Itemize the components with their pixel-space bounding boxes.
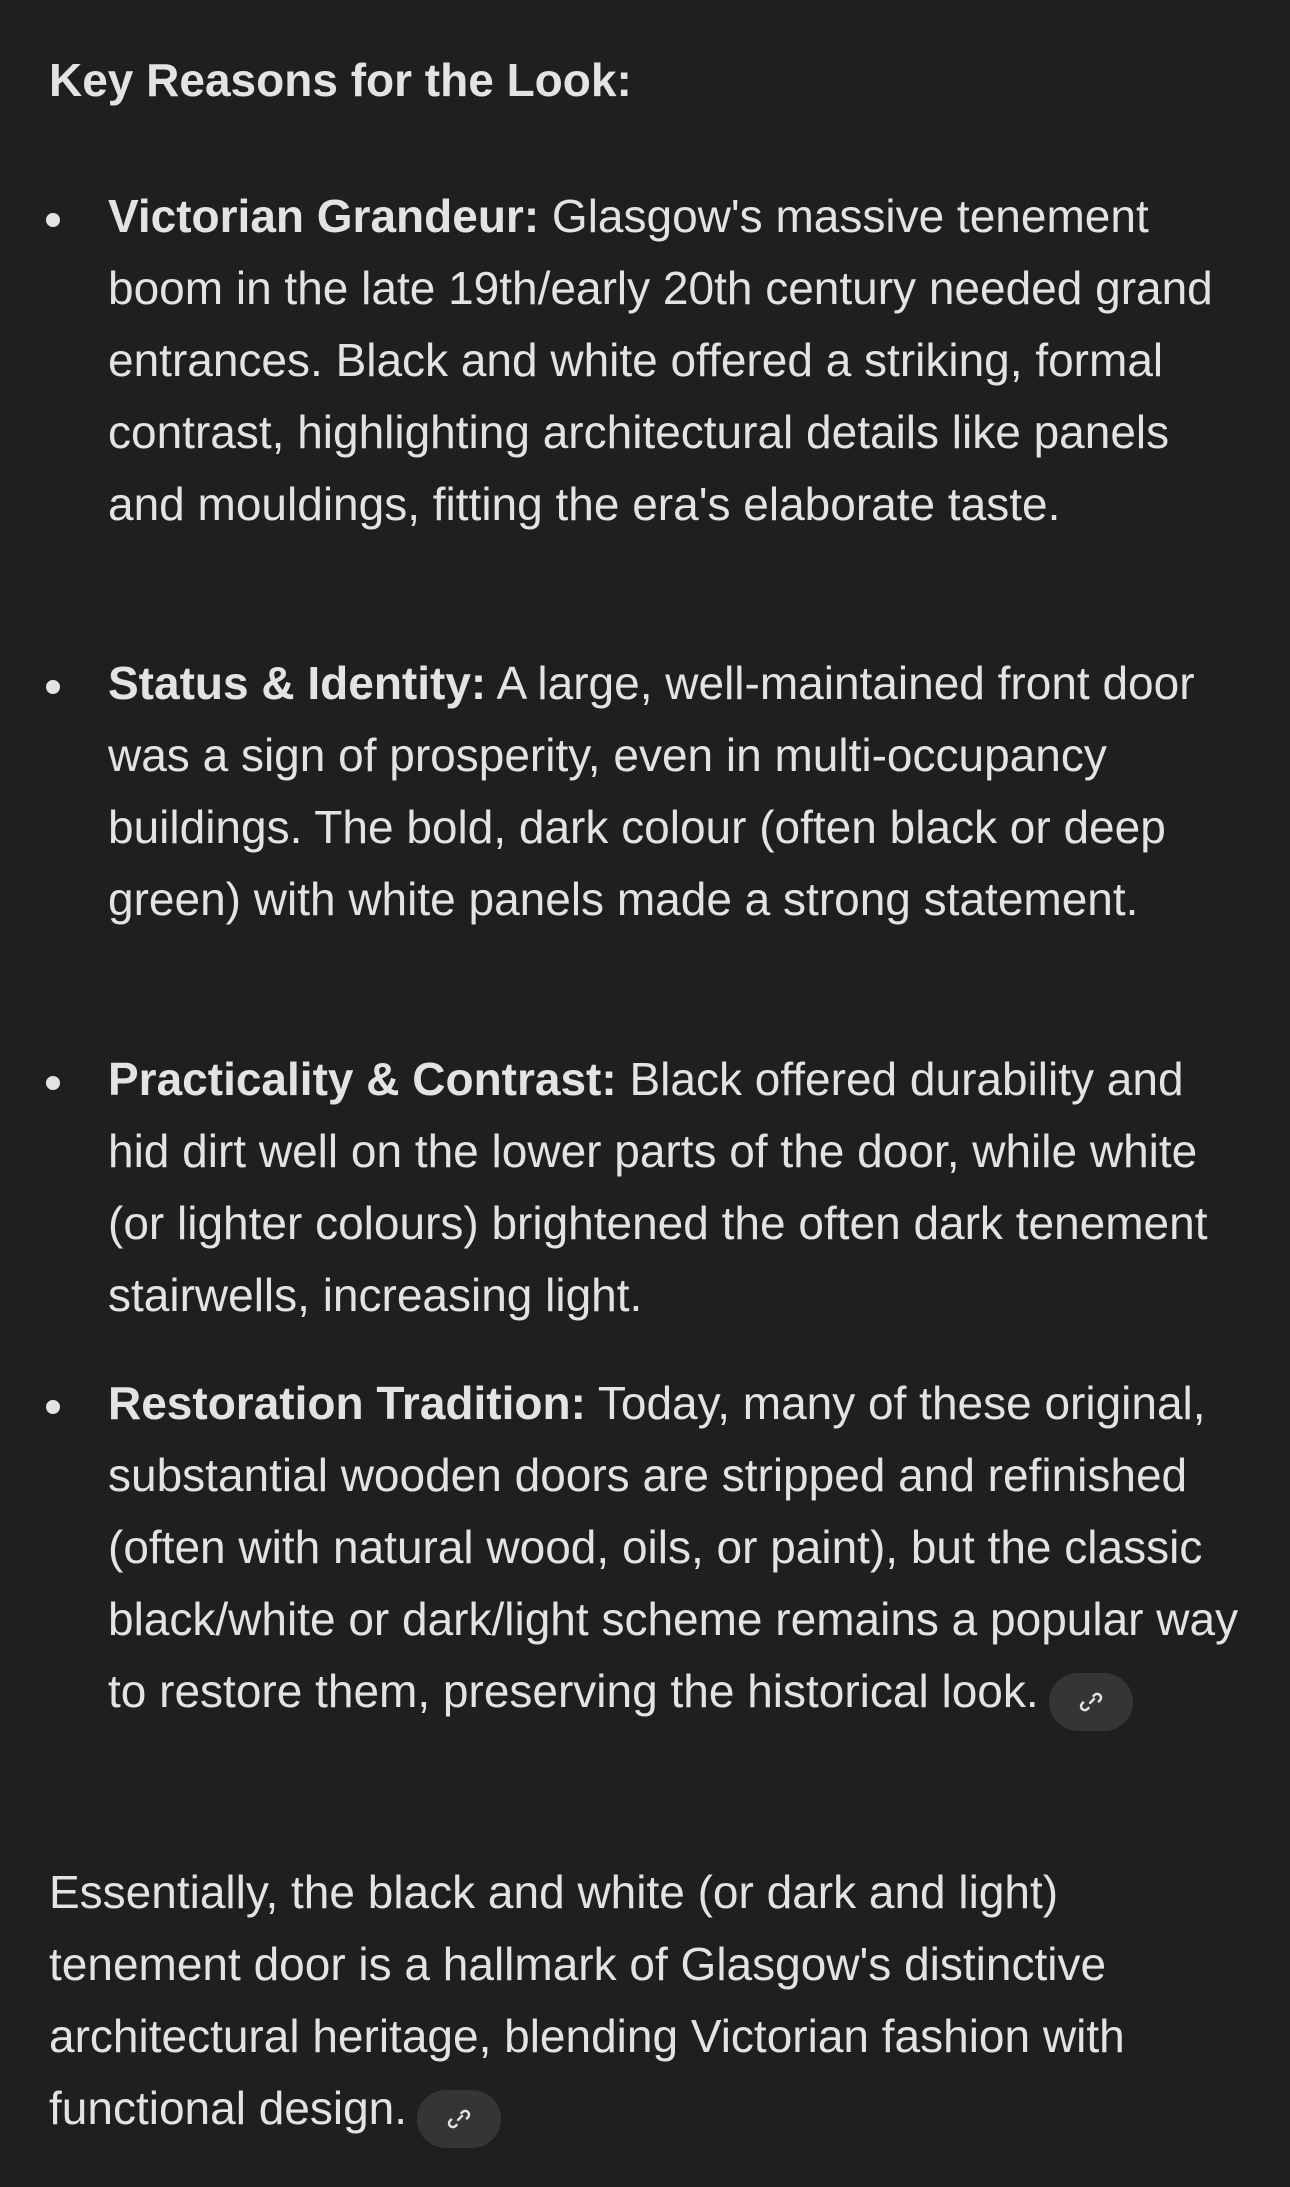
list-item-body: Black offered durability and hid dirt well on the lower parts of the door, while white (or lighter colours) brightened the often dark tenement stairwells, increasing light. [108,1053,1208,1321]
list-item-title: Restoration Tradition: [108,1377,586,1429]
bullet-dot [46,1076,60,1090]
list-item-text [108,1367,1248,1731]
list-item-title: Practicality & Contrast: [108,1053,617,1105]
list-item-body: A large, well-maintained front door was a sign of prosperity, even in multi-occupancy buildings. The bold, dark colour (often black or deep green) with white panels made a strong statement. [108,657,1195,925]
link-icon [444,2104,474,2134]
list-item-text [108,647,1248,935]
section-heading: Key Reasons for the Look: [49,54,632,106]
list-item-title: Victorian Grandeur: [108,190,540,242]
link-icon [1076,1687,1106,1717]
list-item-text [108,1043,1248,1331]
list-item-title: Status & Identity: [108,657,487,709]
conclusion-text: Essentially, the black and white (or dark and light) tenement door is a hallmark of Glasgow's distinctive architectural heritage, blending Victorian fashion with functional design. [49,1866,1125,2134]
source-link-chip[interactable] [1049,1673,1133,1731]
list-item-body: Glasgow's massive tenement boom in the late 19th/early 20th century needed grand entrances. Black and white offered a striking, formal contrast, highlighting architectural details like panels and mouldings, fitting the era's elaborate taste. [108,190,1213,530]
bullet-dot [46,680,60,694]
bullet-dot [46,1400,60,1414]
bullet-dot [46,213,60,227]
conclusion-paragraph [49,1856,1249,2148]
source-link-chip[interactable] [417,2090,501,2148]
list-item-text [108,180,1248,540]
list-item-body: Today, many of these original, substantial wooden doors are stripped and refinished (often with natural wood, oils, or paint), but the classic black/white or dark/light scheme remains a popular way to restore them, preserving the historical look. [108,1377,1239,1717]
